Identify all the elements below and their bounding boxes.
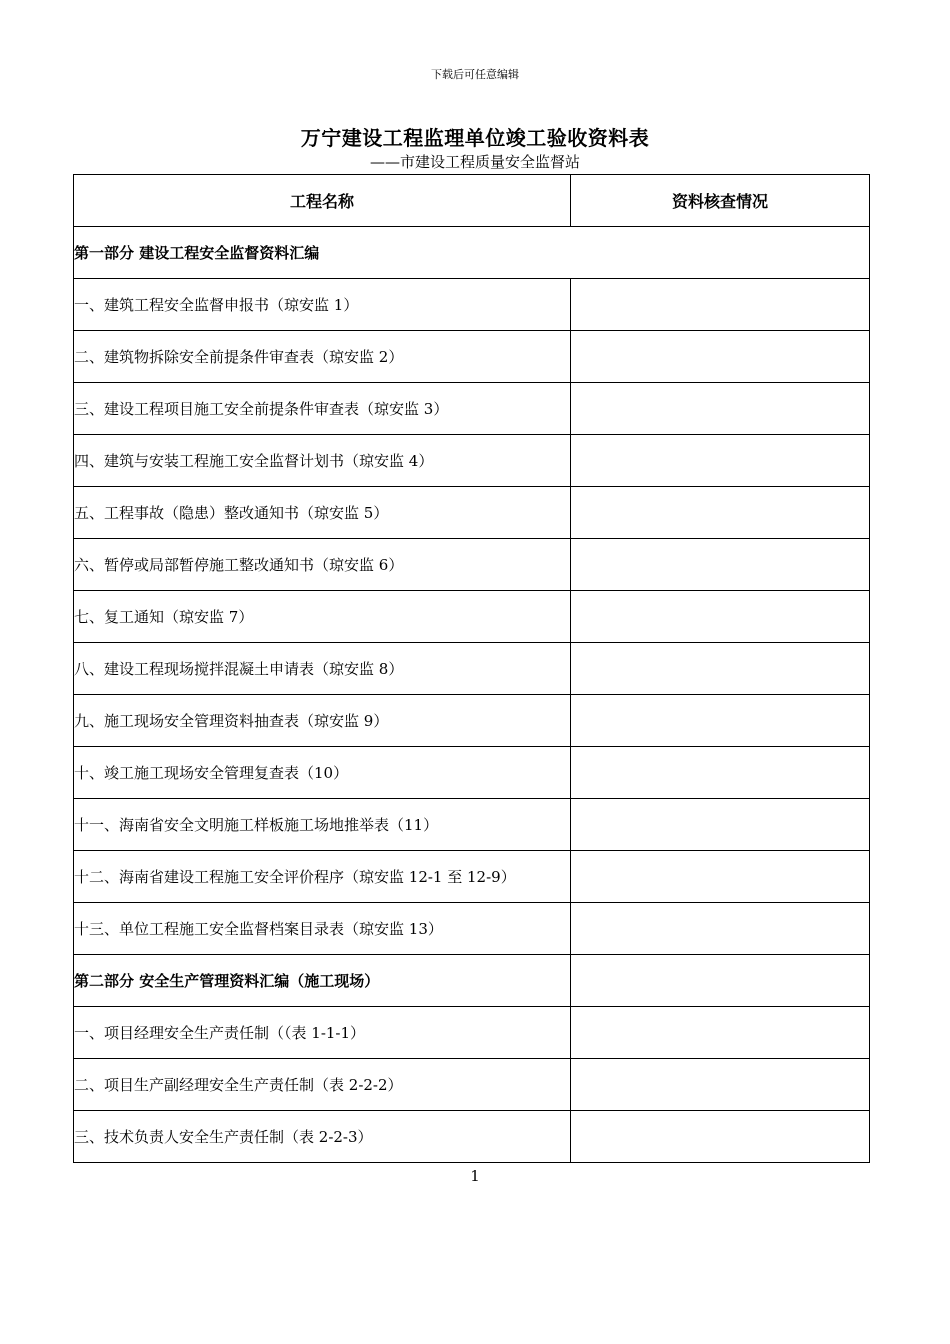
item-name: 五、工程事故（隐患）整改通知书（琼安监 5） — [74, 487, 571, 539]
check-cell[interactable] — [571, 383, 870, 435]
check-cell[interactable] — [571, 799, 870, 851]
check-cell[interactable] — [571, 1007, 870, 1059]
table-row — [74, 1059, 870, 1111]
check-cell[interactable] — [571, 435, 870, 487]
table-row — [74, 539, 870, 591]
item-name: 四、建筑与安装工程施工安全监督计划书（琼安监 4） — [74, 435, 571, 487]
table-row — [74, 435, 870, 487]
item-name: 三、建设工程项目施工安全前提条件审查表（琼安监 3） — [74, 383, 571, 435]
check-cell[interactable] — [571, 331, 870, 383]
table-row — [74, 695, 870, 747]
check-cell[interactable] — [571, 903, 870, 955]
table-row — [74, 1007, 870, 1059]
check-cell[interactable] — [571, 747, 870, 799]
table-row — [74, 851, 870, 903]
item-name: 三、技术负责人安全生产责任制（表 2-2-3） — [74, 1111, 571, 1163]
section-row-part2 — [74, 955, 870, 1007]
table-row — [74, 1111, 870, 1163]
check-cell[interactable] — [571, 591, 870, 643]
table-header-row — [74, 175, 870, 227]
item-name: 十二、海南省建设工程施工安全评价程序（琼安监 12-1 至 12-9） — [74, 851, 571, 903]
page-number: 1 — [470, 1167, 480, 1185]
section-title-part1: 第一部分 建设工程安全监督资料汇编 — [74, 227, 870, 279]
table-row — [74, 903, 870, 955]
table-row — [74, 643, 870, 695]
check-cell[interactable] — [571, 487, 870, 539]
table-row — [74, 799, 870, 851]
section-title-part2: 第二部分 安全生产管理资料汇编（施工现场） — [74, 955, 571, 1007]
check-cell[interactable] — [571, 955, 870, 1007]
item-name: 八、建设工程现场搅拌混凝土申请表（琼安监 8） — [74, 643, 571, 695]
item-name: 二、项目生产副经理安全生产责任制（表 2-2-2） — [74, 1059, 571, 1111]
check-cell[interactable] — [571, 695, 870, 747]
checklist-table — [73, 174, 870, 1163]
document-subtitle: ——市建设工程质量安全监督站 — [369, 153, 580, 171]
table-row — [74, 487, 870, 539]
check-cell[interactable] — [571, 643, 870, 695]
column-header-check-status: 资料核查情况 — [571, 175, 870, 227]
table-row — [74, 747, 870, 799]
table-row — [74, 279, 870, 331]
check-cell[interactable] — [571, 851, 870, 903]
item-name: 一、项目经理安全生产责任制（（表 1-1-1） — [74, 1007, 571, 1059]
check-cell[interactable] — [571, 1059, 870, 1111]
item-name: 九、施工现场安全管理资料抽查表（琼安监 9） — [74, 695, 571, 747]
check-cell[interactable] — [571, 539, 870, 591]
item-name: 二、建筑物拆除安全前提条件审查表（琼安监 2） — [74, 331, 571, 383]
item-name: 十、竣工施工现场安全管理复查表（10） — [74, 747, 571, 799]
table-row — [74, 331, 870, 383]
item-name: 十一、海南省安全文明施工样板施工场地推举表（11） — [74, 799, 571, 851]
column-header-project-name: 工程名称 — [74, 175, 571, 227]
item-name: 十三、单位工程施工安全监督档案目录表（琼安监 13） — [74, 903, 571, 955]
section-row-part1 — [74, 227, 870, 279]
item-name: 六、暂停或局部暂停施工整改通知书（琼安监 6） — [74, 539, 571, 591]
document-title: 万宁建设工程监理单位竣工验收资料表 — [300, 126, 650, 150]
check-cell[interactable] — [571, 279, 870, 331]
table-row — [74, 591, 870, 643]
check-cell[interactable] — [571, 1111, 870, 1163]
header-note: 下载后可任意编辑 — [431, 68, 519, 81]
item-name: 七、复工通知（琼安监 7） — [74, 591, 571, 643]
item-name: 一、建筑工程安全监督申报书（琼安监 1） — [74, 279, 571, 331]
table-row — [74, 383, 870, 435]
